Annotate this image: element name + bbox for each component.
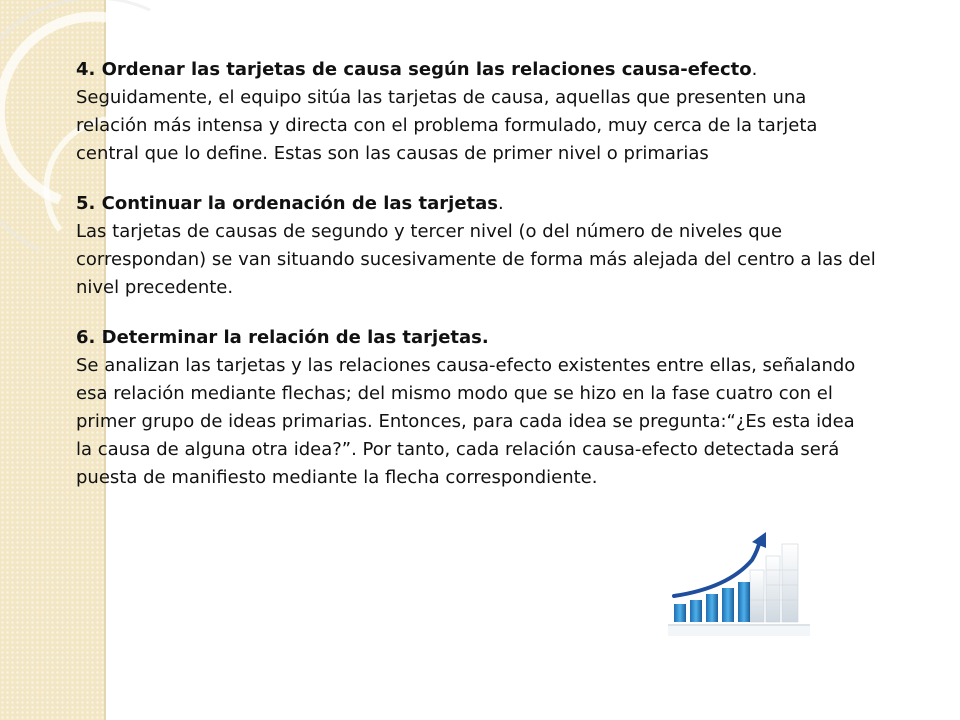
heading-suffix: . [751,59,758,80]
section-step-6 [76,324,876,492]
growth-bar-chart-with-arrow-icon [668,530,810,638]
heading-text: 6. Determinar la relación de las tarjetas. [76,327,489,348]
heading-text: 4. Ordenar las tarjetas de causa según las relaciones causa-efecto [76,59,752,80]
section-heading [76,56,876,84]
section-step-5 [76,190,876,302]
section-step-4 [76,56,876,168]
section-body: Se analizan las tarjetas y las relaciones causa-efecto existentes entre ellas, señalando esa relación mediante flechas; del mismo modo que se hizo en la fase cuatro con el primer grupo de ideas primarias. Entonces, para cada idea se pregunta:“¿Es esta idea la causa de alguna otra idea?”. Por tanto, cada relación causa-efecto detectada será puesta de manifiesto mediante la flecha correspondiente. [76,355,856,488]
slide-content [76,56,876,514]
section-body: Las tarjetas de causas de segundo y tercer nivel (o del número de niveles que correspondan) se van situando sucesivamente de forma más alejada del centro a las del nivel precedente. [76,221,876,298]
section-body: Seguidamente, el equipo sitúa las tarjetas de causa, aquellas que presenten una relación más intensa y directa con el problema formulado, muy cerca de la tarjeta central que lo define. Estas son las causas de primer nivel o primarias [76,87,818,164]
section-heading [76,324,876,352]
heading-suffix: . [498,193,504,214]
heading-text: 5. Continuar la ordenación de las tarjetas [76,193,499,214]
section-heading [76,190,876,218]
